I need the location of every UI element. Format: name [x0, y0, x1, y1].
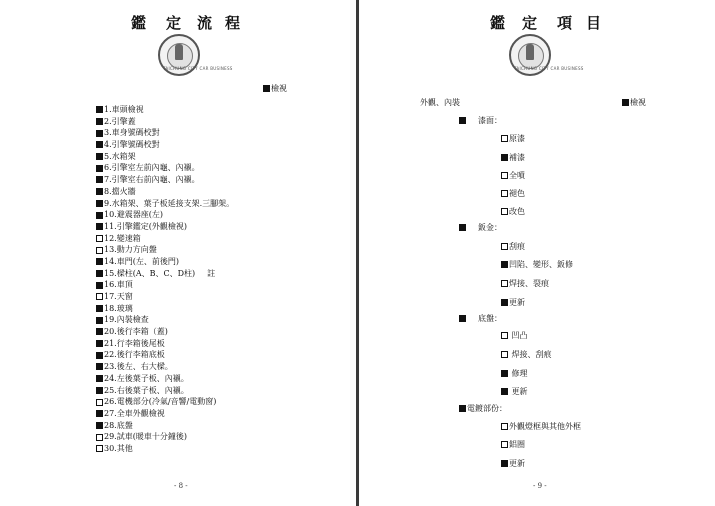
association-seal — [158, 34, 233, 76]
flow-list-item — [96, 338, 234, 350]
inspection-section — [459, 115, 502, 126]
inspection-option — [501, 330, 528, 341]
checked-box-icon — [96, 200, 103, 207]
inspection-option — [501, 368, 528, 379]
unchecked-box-icon — [501, 208, 508, 215]
flow-item-label: 7.引擎室右前內龜、內襯。 — [104, 175, 200, 185]
inspection-option — [501, 188, 525, 199]
flow-list-item — [96, 373, 234, 385]
title-char: 鑑 — [131, 14, 147, 32]
checked-box-icon — [501, 154, 508, 161]
flow-item-label: 27.全車外觀檢視 — [104, 408, 165, 418]
checked-box-icon — [501, 388, 508, 395]
option-label: 焊接、刮痕 — [509, 350, 552, 359]
flow-list-item — [96, 221, 234, 233]
inspection-flow-list — [96, 104, 234, 455]
checked-box-icon — [96, 305, 103, 312]
flow-item-label: 18.玻璃 — [104, 303, 133, 313]
flow-list-item — [96, 279, 234, 291]
checked-box-icon — [96, 176, 103, 183]
option-label: 外觀燈框與其他外框 — [509, 422, 581, 431]
checked-box-icon — [501, 261, 508, 268]
inspection-option — [501, 241, 525, 252]
checked-box-icon — [96, 106, 103, 113]
flow-list-item — [96, 116, 234, 128]
checked-box-icon — [96, 118, 103, 125]
option-label: 鋁圈 — [509, 440, 525, 449]
section-label: 電鍍部份： — [467, 404, 507, 413]
checked-box-icon — [96, 153, 103, 160]
title-char: 鑑 — [490, 14, 506, 32]
checked-box-icon — [96, 258, 103, 265]
flow-item-label: 19.內裝檢查 — [104, 315, 149, 325]
checked-box-icon — [96, 363, 103, 370]
flow-list-item — [96, 443, 234, 455]
flow-item-label: 24.左後葉子板、內襯。 — [104, 373, 189, 383]
checked-box-icon — [459, 117, 466, 124]
checked-box-icon — [459, 315, 466, 322]
flow-list-item — [96, 256, 234, 268]
checked-box-icon — [96, 387, 103, 394]
legend-label: 檢視 — [271, 84, 287, 93]
flow-list-item — [96, 431, 234, 443]
flow-item-label: 29.試車(暖車十分鐘後) — [104, 432, 187, 442]
left-page — [0, 0, 356, 506]
unchecked-box-icon — [501, 423, 508, 430]
flow-item-label: 2.引擎蓋 — [104, 116, 136, 126]
title-char: 流 — [197, 14, 213, 32]
checked-box-icon — [501, 370, 508, 377]
option-label: 凹陷、變形、鈑修 — [509, 260, 573, 269]
option-label: 刮痕 — [509, 242, 525, 251]
legend — [263, 83, 287, 94]
flow-item-label: 30.其他 — [104, 443, 133, 453]
checked-box-icon — [96, 270, 103, 277]
flow-list-item — [96, 303, 234, 315]
flow-item-label: 23.後左、右大樑。 — [104, 362, 173, 372]
flow-item-label: 10.避震器座(左) — [104, 210, 163, 220]
flow-list-item — [96, 291, 234, 303]
checked-box-icon — [501, 460, 508, 467]
inspection-option — [501, 170, 525, 181]
checked-box-icon — [96, 188, 103, 195]
unchecked-box-icon — [96, 293, 103, 300]
inspection-option — [501, 133, 525, 144]
flow-list-item — [96, 314, 234, 326]
flow-item-label: 15.樑柱(A、B、C、D柱) — [104, 268, 196, 278]
checked-box-icon — [622, 99, 629, 106]
option-label: 修理 — [509, 369, 528, 378]
inspection-section — [459, 222, 502, 233]
checked-box-icon — [459, 224, 466, 231]
checked-box-icon — [263, 85, 270, 92]
checked-box-icon — [96, 141, 103, 148]
inspection-option — [501, 259, 573, 270]
section-heading: 外觀、內裝 — [420, 98, 460, 107]
flow-list-item — [96, 233, 234, 245]
unchecked-box-icon — [96, 235, 103, 242]
inspection-option — [501, 439, 525, 450]
flow-list-item — [96, 209, 234, 221]
unchecked-box-icon — [96, 445, 103, 452]
flow-item-label: 20.後行李箱（蓋) — [104, 327, 168, 337]
flow-item-label: 4.引擎號碼校對 — [104, 140, 160, 150]
checked-box-icon — [96, 212, 103, 219]
checked-box-icon — [96, 165, 103, 172]
right-page — [359, 0, 715, 506]
option-label: 全噴 — [509, 171, 525, 180]
option-label: 更新 — [509, 298, 525, 307]
page-number: - 8 - — [174, 482, 188, 490]
inspection-option — [501, 421, 581, 432]
flow-item-label: 25.右後葉子板、內襯。 — [104, 385, 189, 395]
option-label: 焊接、裂痕 — [509, 279, 549, 288]
inspection-option — [501, 458, 525, 469]
flow-list-item — [96, 385, 234, 397]
flow-list-item — [96, 420, 234, 432]
flow-list-item — [96, 174, 234, 186]
legend-label: 檢視 — [630, 98, 646, 107]
inspection-option — [501, 206, 525, 217]
option-label: 更新 — [509, 387, 528, 396]
flow-item-note: 註 — [207, 268, 216, 278]
title-char: 定 — [166, 14, 182, 32]
checked-box-icon — [96, 328, 103, 335]
section-label: 底盤： — [478, 314, 502, 323]
option-label: 更新 — [509, 459, 525, 468]
flow-list-item — [96, 186, 234, 198]
option-label: 補漆 — [509, 153, 525, 162]
title-char: 目 — [586, 14, 602, 32]
option-label: 褪色 — [509, 189, 525, 198]
checked-box-icon — [96, 340, 103, 347]
inspection-option — [501, 349, 552, 360]
title-char: 定 — [522, 14, 538, 32]
flow-item-label: 21.行李箱後尾板 — [104, 338, 165, 348]
seal-text: TAICHUNG CITY CAR BUSINESS — [163, 66, 233, 71]
unchecked-box-icon — [96, 399, 103, 406]
section-label: 漆面： — [478, 116, 502, 125]
inspection-option — [501, 386, 528, 397]
flow-item-label: 14.車門(左、前後門) — [104, 256, 179, 266]
section-label: 鈑金： — [478, 223, 502, 232]
flow-list-item — [96, 396, 234, 408]
flow-item-label: 9.水箱架、葉子板延接支架.三腳架。 — [104, 198, 235, 208]
flow-list-item — [96, 408, 234, 420]
title-char: 程 — [225, 14, 241, 32]
checked-box-icon — [96, 130, 103, 137]
checked-box-icon — [96, 282, 103, 289]
association-seal — [509, 34, 584, 76]
unchecked-box-icon — [96, 247, 103, 254]
flow-item-label: 12.變速箱 — [104, 233, 141, 243]
inspection-option — [501, 297, 525, 308]
option-label: 原漆 — [509, 134, 525, 143]
flow-list-item — [96, 198, 234, 210]
flow-item-label: 16.車頂 — [104, 280, 133, 290]
option-label: 凹凸 — [509, 331, 528, 340]
flow-list-item — [96, 127, 234, 139]
seal-emblem-icon — [526, 44, 534, 60]
inspection-option — [501, 278, 549, 289]
flow-list-item — [96, 104, 234, 116]
seal-text: TAICHUNG CITY CAR BUSINESS — [514, 66, 584, 71]
flow-item-label: 6.引擎室左前內龜、內襯。 — [104, 163, 200, 173]
flow-list-item — [96, 268, 234, 280]
flow-list-item — [96, 151, 234, 163]
checked-box-icon — [96, 410, 103, 417]
flow-list-item — [96, 139, 234, 151]
flow-item-label: 22.後行李箱底板 — [104, 350, 165, 360]
checked-box-icon — [96, 223, 103, 230]
inspection-section — [459, 313, 502, 324]
flow-item-label: 11.引擎鑑定(外觀檢視) — [104, 221, 187, 231]
option-label: 改色 — [509, 207, 525, 216]
flow-item-label: 26.電機部分(冷氣/音響/電動窗) — [104, 397, 217, 407]
checked-box-icon — [96, 375, 103, 382]
unchecked-box-icon — [501, 332, 508, 339]
flow-list-item — [96, 244, 234, 256]
page-number: - 9 - — [533, 482, 547, 490]
checked-box-icon — [459, 405, 466, 412]
unchecked-box-icon — [96, 434, 103, 441]
unchecked-box-icon — [501, 243, 508, 250]
flow-list-item — [96, 349, 234, 361]
legend — [622, 97, 646, 108]
unchecked-box-icon — [501, 280, 508, 287]
flow-item-label: 13.動力方向盤 — [104, 245, 157, 255]
seal-emblem-icon — [175, 44, 183, 60]
flow-list-item — [96, 162, 234, 174]
flow-list-item — [96, 326, 234, 338]
flow-item-label: 1.車頭檢視 — [104, 105, 144, 114]
unchecked-box-icon — [501, 441, 508, 448]
flow-item-label: 5.水箱架 — [104, 151, 136, 161]
checked-box-icon — [96, 352, 103, 359]
flow-item-label: 8.擋火牆 — [104, 186, 136, 196]
checked-box-icon — [96, 422, 103, 429]
unchecked-box-icon — [501, 351, 508, 358]
checked-box-icon — [96, 317, 103, 324]
unchecked-box-icon — [501, 135, 508, 142]
flow-list-item — [96, 361, 234, 373]
unchecked-box-icon — [501, 172, 508, 179]
flow-item-label: 28.底盤 — [104, 420, 133, 430]
flow-item-label: 17.天窗 — [104, 292, 133, 301]
inspection-section — [459, 403, 507, 414]
checked-box-icon — [501, 299, 508, 306]
inspection-option — [501, 152, 525, 163]
flow-item-label: 3.車身號碼校對 — [104, 128, 160, 138]
unchecked-box-icon — [501, 190, 508, 197]
title-char: 項 — [557, 14, 573, 32]
